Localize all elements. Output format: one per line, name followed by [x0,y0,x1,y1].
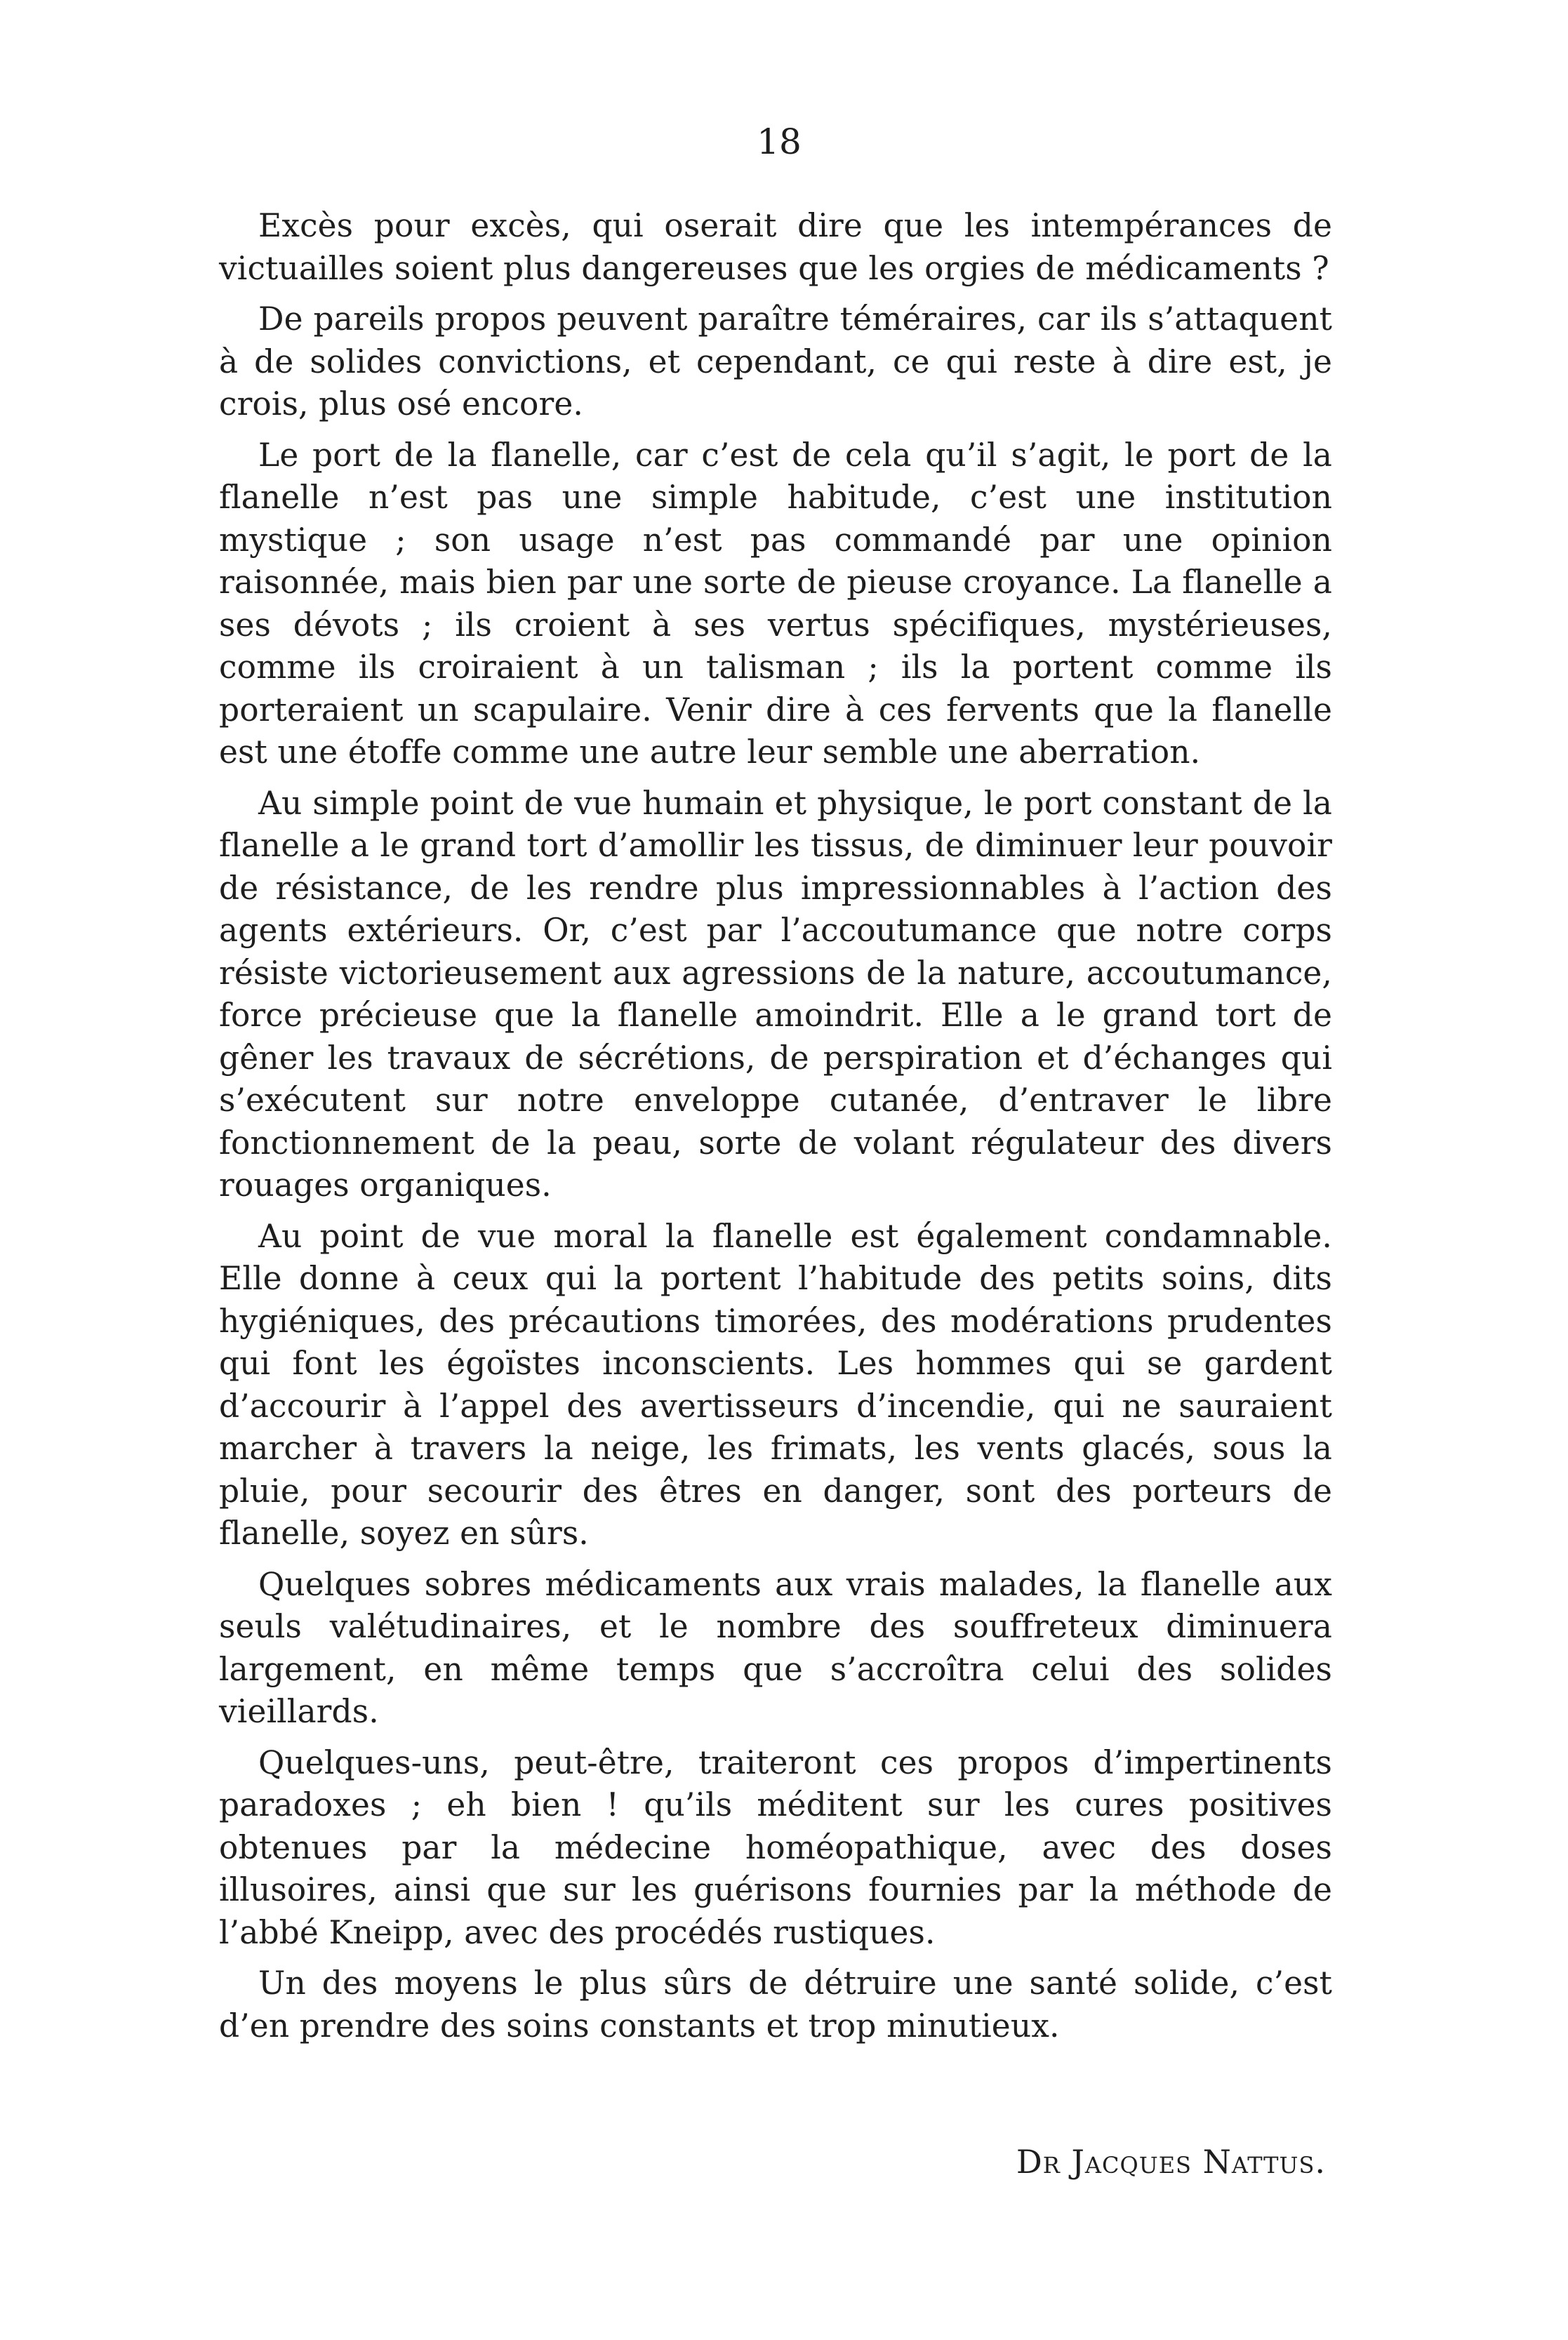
paragraph-2: De pareils propos peuvent paraître téméraires, car ils s’attaquent à de solides convictions, et cependant, ce qui reste à dire est, je crois, plus osé encore. [219,300,1332,423]
author-signature: Dr Jacques Nattus. [1016,2143,1326,2181]
paragraph-6: Quelques sobres médicaments aux vrais malades, la flanelle aux seuls valétudinaires, et le nombre des souffreteux diminuera largement, en même temps que s’accroîtra celui des solides vieillards. [219,1565,1332,1730]
body-text [219,205,1332,2056]
paragraph-3: Le port de la flanelle, car c’est de cela qu’il s’agit, le port de la flanelle n’est pas une simple habitude, c’est une institution mystique ; son usage n’est pas commandé par une opinion raisonnée, mais bien par une sorte de pieuse croyance. La flanelle a ses dévots ; ils croient à ses vertus spécifiques, mystérieuses, comme ils croiraient à un talisman ; ils la portent comme ils porteraient un scapulaire. Venir dire à ces fervents que la flanelle est une étoffe comme une autre leur semble une aberration. [219,436,1332,771]
paragraph-7: Quelques-uns, peut-être, traiteront ces propos d’impertinents paradoxes ; eh bien ! qu’ils méditent sur les cures positives obtenues par la médecine homéopathique, avec des doses illusoires, ainsi que sur les guérisons fournies par la méthode de l’abbé Kneipp, avec des procédés rustiques. [219,1743,1332,1951]
page-number: 18 [757,121,802,162]
paragraph-1: Excès pour excès, qui oserait dire que les intempérances de victuailles soient plus dangereuses que les orgies de médicaments ? [219,207,1332,287]
paragraph-5: Au point de vue moral la flanelle est également condamnable. Elle donne à ceux qui la portent l’habitude des petits soins, dits hygiéniques, des précautions timorées, des modérations prudentes qui font les égoïstes inconscients. Les hommes qui se gardent d’accourir à l’appel des avertisseurs d’incendie, qui ne sauraient marcher à travers la neige, les frimats, les vents glacés, sous la pluie, pour secourir des êtres en danger, sont des porteurs de flanelle, soyez en sûrs. [219,1217,1332,1552]
paragraph-8: Un des moyens le plus sûrs de détruire une santé solide, c’est d’en prendre des soins constants et trop minutieux. [219,1965,1332,2045]
paragraph-4: Au simple point de vue humain et physique, le port constant de la flanelle a le grand tort d’amollir les tissus, de diminuer leur pouvoir de résistance, de les rendre plus impressionnables à l’action des agents extérieurs. Or, c’est par l’accoutumance que notre corps résiste victorieusement aux agressions de la nature, accoutumance, force précieuse que la flanelle amoindrit. Elle a le grand tort de gêner les travaux de sécrétions, de perspiration et d’échanges qui s’exécutent sur notre enveloppe cutanée, d’entraver le libre fonctionnement de la peau, sorte de volant régulateur des divers rouages organiques. [219,784,1332,1204]
